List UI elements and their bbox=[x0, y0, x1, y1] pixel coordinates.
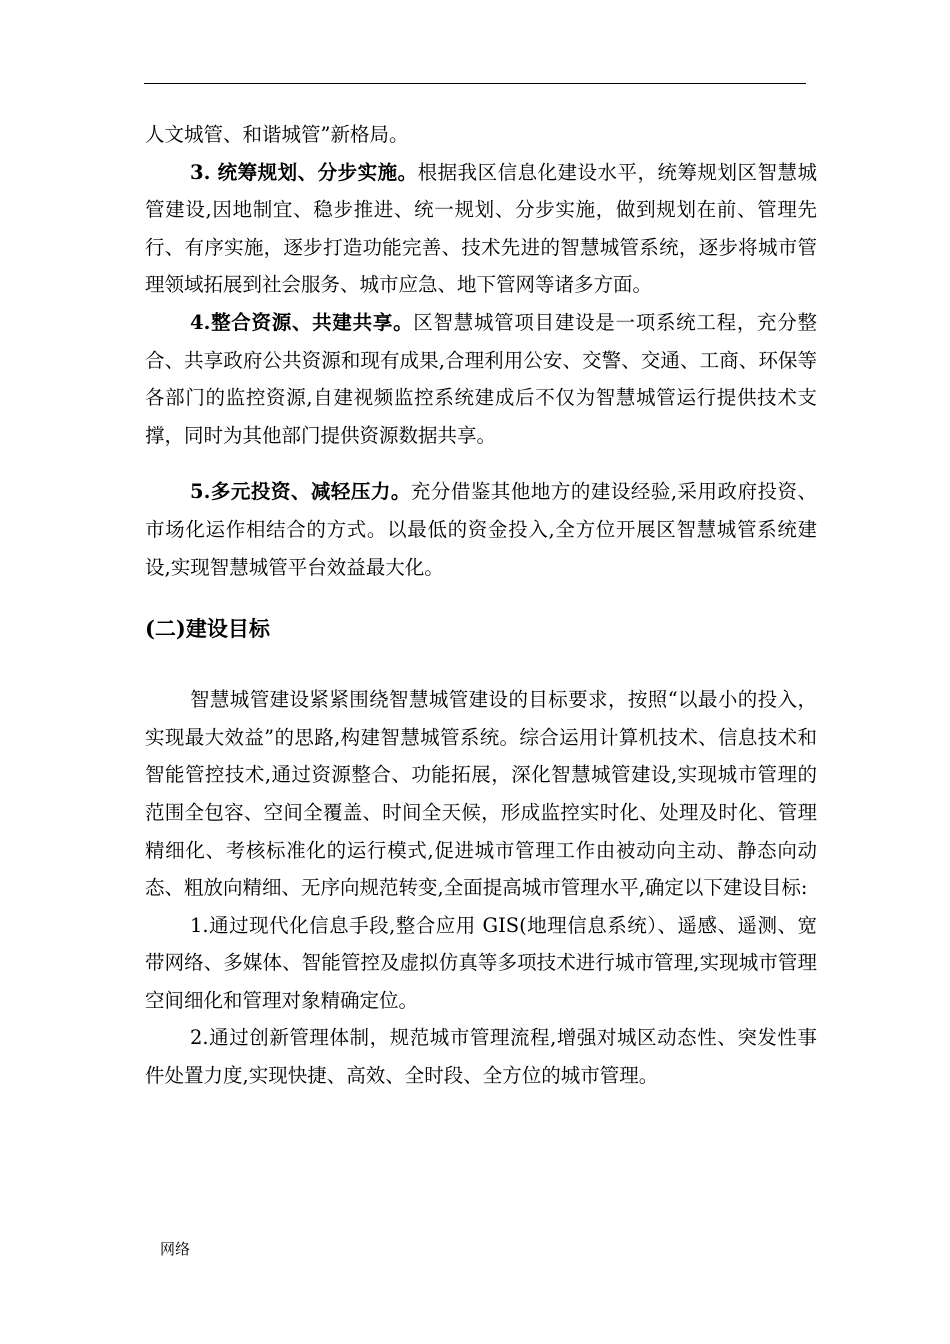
goal-item-2 bbox=[145, 1019, 817, 1094]
document-body bbox=[145, 116, 817, 1095]
paragraph-text: 人文城管、和谐城管”新格局。 bbox=[145, 123, 409, 146]
heading-spacer-top bbox=[145, 586, 817, 610]
principle-paragraph-3 bbox=[145, 154, 817, 304]
paragraph-spacer bbox=[145, 454, 817, 473]
paragraph-continuation bbox=[145, 116, 817, 154]
principle-paragraph-4 bbox=[145, 304, 817, 454]
paragraph-text: 区智慧城管项目建设是一项系统工程，充分整合、共享政府公共资源和现有成果,合理利用公安、交警、交通、工商、环保等各部门的监控资源,自建视频监控系统建成后不仅为智慧城管运行提供技术支撑，同时为其他部门提供资源数据共享。 bbox=[145, 310, 817, 447]
page-footer: 网络 bbox=[160, 1240, 191, 1258]
paragraph-text: 2.通过创新管理体制，规范城市管理流程,增强对城区动态性、突发性事件处置力度,实现快捷、高效、全时段、全方位的城市管理。 bbox=[145, 1026, 817, 1088]
goal-item-1 bbox=[145, 907, 817, 1020]
section-heading: (二)建设目标 bbox=[145, 616, 270, 642]
paragraph-text: 根据我区信息化建设水平，统筹规划区智慧城管建设,因地制宜、稳步推进、统一规划、分步实施，做到规划在前、管理先行、有序实施，逐步打造功能完善、技术先进的智慧城管系统，逐步将城市管理领域拓展到社会服务、城市应急、地下管网等诸多方面。 bbox=[145, 160, 817, 297]
paragraph-text: 1.通过现代化信息手段,整合应用 GIS(地理信息系统）、遥感、遥测、宽带网络、多媒体、智能管控及虚拟仿真等多项技术进行城市管理,实现城市管理空间细化和管理对象精确定位。 bbox=[145, 913, 817, 1012]
principle-title: 5.多元投资、减轻压力。 bbox=[190, 480, 411, 504]
heading-spacer-bottom bbox=[145, 647, 817, 681]
goals-intro-paragraph bbox=[145, 681, 817, 907]
header-rule bbox=[144, 83, 806, 84]
paragraph-text: 充分借鉴其他地方的建设经验,采用政府投资、市场化运作相结合的方式。以最低的资金投入,全方位开展区智慧城管系统建设,实现智慧城管平台效益最大化。 bbox=[145, 480, 818, 579]
principle-paragraph-5 bbox=[145, 473, 817, 586]
principle-title: 3. 统筹规划、分步实施。 bbox=[190, 160, 418, 184]
paragraph-text: 智慧城管建设紧紧围绕智慧城管建设的目标要求，按照“以最小的投入，实现最大效益”的思路,构建智慧城管系统。综合运用计算机技术、信息技术和智能管控技术,通过资源整合、功能拓展，深化智慧城管建设,实现城市管理的范围全包容、空间全覆盖、时间全天候，形成监控实时化、处理及时化、管理精细化、考核标准化的运行模式,促进城市管理工作由被动向主动、静态向动态、粗放向精细、无序向规范转变,全面提高城市管理水平,确定以下建设目标: bbox=[145, 688, 817, 900]
principle-title: 4.整合资源、共建共享。 bbox=[190, 310, 414, 334]
